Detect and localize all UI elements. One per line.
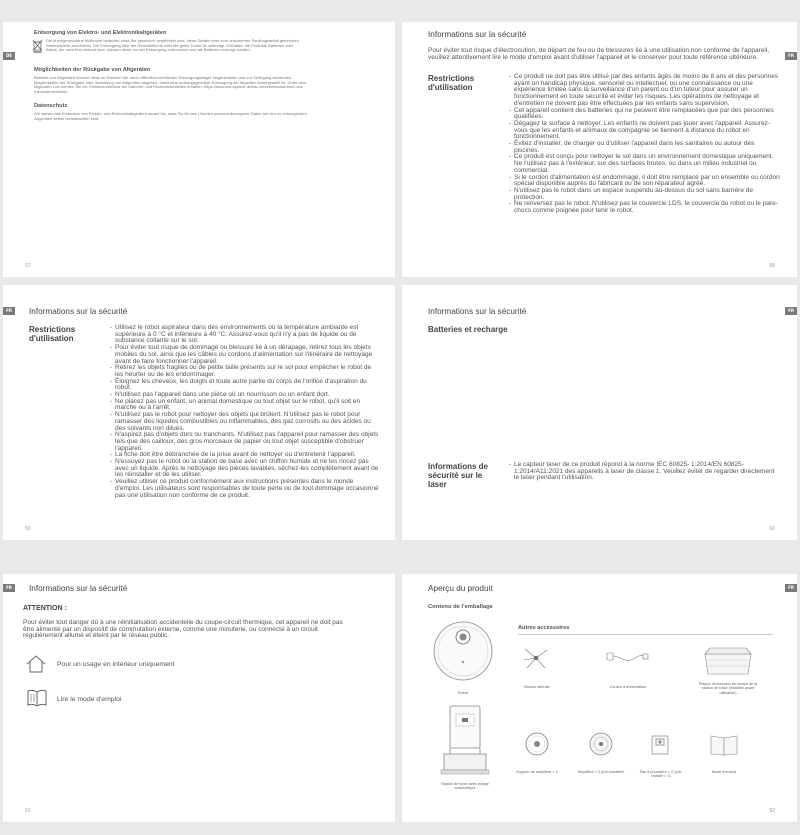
laser-text: - Le capteur laser de ce produit répond à la norme IEC 60825- 1:2014/EN 60825-1:2014/A11:2021 des appareils à laser de classe 1. Veuillez éviter de regarder directement le laser pendant l'utilisation. xyxy=(509,462,780,482)
page-number: 61 xyxy=(25,808,31,814)
text-line: Möglichkeiten der Rückgabe oder Sammlung von Altgeräten abgeben, damit eine ordnungsgemäße Entsorgung der Altgeräte sichergestellt ist. Unter dem xyxy=(34,79,307,85)
attention-text: Pour éviter tout danger dû à une réinitialisation accidentelle du coupe-circuit thermique, cet appareil ne doit pas être alimenté par un dispositif de commutation externe, comme une minuterie, ou connecté à un circuit régulièrement allumé et éteint par le réseau public. xyxy=(23,619,343,640)
page-title: Informations sur la sécurité xyxy=(428,30,527,39)
accessories-divider xyxy=(518,634,773,635)
bullet-item: - Veuillez utiliser ce produit conformément aux instructions présentes dans le monde d'emploi. Les utilisateurs sont responsables de toute perte ou de tout dommage occasionné pas une utilisation non conforme de ce produit. xyxy=(110,479,381,499)
bullet-item: - Utilisez le robot aspirateur dans des environnements où la température ambiante est supérieure à 0 °C et inférieure à 40 °C. Assurez-vous qu'il n'y a pas de liquide ou de substance collante sur le sol. xyxy=(110,325,381,345)
bullet-item: - Pour éviter tout risque de dommage ou blessure lié à un dérapage, retirez tous les objets mobiles du sol, ainsi que les câbles ou cordons d'alimentation sur l'itinéraire de nettoyage avant de faire fonctionner l'appareil. xyxy=(110,345,381,365)
accessories-heading: Autres accessoires xyxy=(518,625,570,631)
power-cord-caption: Cordon d'alimentation xyxy=(609,685,647,689)
manual-book-icon xyxy=(26,688,48,712)
bullet-item: - Retirez les objets fragiles ou de petite taille présents sur le sol pour empêcher le robot de les heurter ou de les endommager. xyxy=(110,365,381,378)
bullet-item: - Ne placez pas un enfant, un animal domestique ou tout objet sur le robot, qu'il soit en marche ou à l'arrêt. xyxy=(110,399,381,412)
section-label: Restrictions d'utilisation xyxy=(29,325,76,343)
section-label-batteries: Batteries et recharge xyxy=(428,325,508,334)
bullet-item: - N'utilisez pas l'appareil dans une pièce où un nourrisson ou un enfant dort. xyxy=(110,392,381,399)
page-58 xyxy=(402,22,797,277)
text-line: Altgeräten selbst verantwortlich sind. xyxy=(34,115,100,121)
side-brush-caption: Brosse latérale xyxy=(524,685,550,689)
page-60 xyxy=(402,285,797,540)
bullet-item: - Ce produit est conçu pour nettoyer le sol dans un environnement domestique uniquement. Ne l'utilisez pas à l'extérieur, sur des surfaces brutes, ou dans un milieu industriel ou commercial. xyxy=(509,154,780,174)
bullet-item: - Si le cordon d'alimentation est endommagé, il doit être remplacé par un ensemble ou cordon spécial disponible auprès du fabricant ou de son réparateur agréé. xyxy=(509,175,780,188)
ramp-plate-icon xyxy=(702,646,754,683)
page-number: 59 xyxy=(25,526,31,532)
page-57 xyxy=(3,22,395,277)
privacy-text xyxy=(34,112,384,121)
mop-holder-caption: Support de serpillère × 2 xyxy=(516,770,558,774)
bullet-item: - N'utilisez pas le robot dans un espace suspendu au-dessus du sol sans barrière de protection. xyxy=(509,188,780,201)
text-line: Besitzer von Altgeräten können diese im Rahmen der durch öffentlich-rechtlichen Entsorgungsträger eingerichteten und zur Verfügung stehenden xyxy=(34,75,292,80)
power-cord-icon xyxy=(605,650,649,669)
bullet-item: - Cet appareil contient des batteries qui ne peuvent être remplacées que par des personnes qualifiées. xyxy=(509,108,780,121)
restrictions-list xyxy=(110,325,381,499)
bullet-item: - Ce produit ne doit pas être utilisé par des enfants âgés de moins de 8 ans et des personnes ayant un handicap physique, sensoriel ou intellectuel, ou une connaissance ou une expérience limitée sans la surveillance d'un parent ou d'un tuteur pour assurer un fonctionnement en toute sécurité et éviter les risques. Les opérations de nettoyage et d'entretien ne doivent pas être effectuées par les enfants sans supervision. xyxy=(509,74,780,108)
house-icon xyxy=(25,654,47,679)
crossed-bin-icon xyxy=(32,39,46,58)
restrictions-list xyxy=(509,74,780,215)
language-tab: DE xyxy=(3,52,15,60)
page-59 xyxy=(3,285,395,540)
bullet-item: - N'essuyez pas le robot ou la station de base avec un chiffon humide et ne les rincez pas avec un liquide. Après le nettoyage des pièces lavables, séchez-les complètement avant de les réinstaller et de les utiliser. xyxy=(110,459,381,479)
bullet-item: - Éloignez les cheveux, les doigts et toute autre partie du corps de l'orifice d'aspiration du robot. xyxy=(110,379,381,392)
language-tab: FR xyxy=(3,584,15,592)
dust-bag-caption: Sac à poussière × 2 (pré-installé × 1) xyxy=(639,770,683,779)
bullet-item: - Ne renversez pas le robot. N'utilisez pas le couvercle LDS, le couvercle du robot ou le pare-chocs comme poignée pour tenir le robot. xyxy=(509,201,780,214)
page-number: 57 xyxy=(25,263,31,269)
page-title: Informations sur la sécurité xyxy=(29,307,128,316)
text-line: folgenden Link können Sie ein Onlineverzeichnis der Sammel- und Rücknahmestellen erhalten: https://www.ear-system.de/ear-verzeichnis/sammel-und- xyxy=(34,84,304,90)
disposal-text xyxy=(46,39,299,58)
return-text xyxy=(34,76,384,94)
user-manual-icon xyxy=(709,734,739,761)
side-brush-icon xyxy=(523,646,549,675)
base-station-illustration xyxy=(440,704,490,781)
text-line: Die durchgestrichene Mülltonne bedeutet, dass Sie gesetzlich verpflichtet sind, diese Geräte einer vom unsortierten Siedlungsabfall getrennten xyxy=(46,38,299,43)
ramp-plate-caption: Plaque d'extension de rampe de la station de base (installée avant utilisation) xyxy=(698,682,758,695)
page-title: Informations sur la sécurité xyxy=(29,584,128,593)
heading-return: Möglichkeiten der Rückgabe von Altgeräten xyxy=(34,67,151,73)
page-title: Informations sur la sécurité xyxy=(428,307,527,316)
indoor-use-label: Pour un usage en intérieur uniquement xyxy=(57,661,175,668)
language-tab: FR xyxy=(785,52,797,60)
user-manual-caption: Mode d'emploi xyxy=(711,770,737,774)
language-tab: FR xyxy=(3,307,15,315)
robot-illustration xyxy=(432,620,494,687)
read-manual-label: Lire le mode d'emploi xyxy=(57,696,122,703)
page-number: 62 xyxy=(769,808,775,814)
mop-holder-icon xyxy=(524,731,550,762)
page-number: 60 xyxy=(769,526,775,532)
section-label: Restrictions d'utilisation xyxy=(428,74,475,92)
page-61 xyxy=(3,574,395,822)
page-title: Aperçu du produit xyxy=(428,584,493,593)
bullet-item: - N'utilisez pas le robot pour nettoyer des objets qui brûlent. N'utilisez pas le robot pour ramasser des liquides combustibles ou inflammables, des gaz corrosifs ou des acides ou des solvants non dilués. xyxy=(110,412,381,432)
page-62 xyxy=(402,574,797,822)
text-line: Wir weisen alle Endnutzer von Elektro- und Elektronikaltgeräten darauf hin, dass Sie für das Löschen personenbezogener Daten auf den zu entsorgenden xyxy=(34,111,307,117)
attention-heading: ATTENTION : xyxy=(23,605,67,612)
text-line: Sammelstelle zuzuführen. Die Entsorgung über die Restmülltonne oder die gelbe Tonne ist untersagt. Enthalten die Produkte Batterien oder xyxy=(46,42,294,48)
heading-privacy: Datenschutz xyxy=(34,103,68,110)
heading-disposal: Entsorgung von Elektro- und Elektronikaltgeräten xyxy=(34,30,167,36)
section-label-laser: Informations de sécurité sur le laser xyxy=(428,462,489,489)
station-caption: Station de base avec vidage automatique xyxy=(441,782,489,791)
bullet-item: - La fiche doit être débranchée de la prise avant de nettoyer ou d'entretenir l'appareil. xyxy=(110,452,381,459)
language-tab: FR xyxy=(785,307,797,315)
bullet-item: - N'aspirez pas d'objets durs ou tranchants. N'utilisez pas l'appareil pour ramasser des objets tels que des cailloux, des gros morceaux de papier ou tout objet susceptible d'obstruer l'appareil. xyxy=(110,432,381,452)
mop-pad-icon xyxy=(588,731,614,762)
text-line: Akkus, die nicht fest verbaut sind, müssen diese vor der Entsorgung entnommen und als Batterien entsorgt werden. xyxy=(46,47,251,53)
package-contents-heading: Contenu de l'emballage xyxy=(428,604,493,610)
language-tab: FR xyxy=(785,584,797,592)
dust-bag-icon xyxy=(650,734,670,761)
mop-pad-caption: Serpillère × 2 (pré-installée) xyxy=(577,770,625,774)
intro-text: Pour éviter tout risque d'électrocution, de départ de feu ou de blessures lié à une utilisation non conforme de l'appareil, veuillez attentivement lire le mode d'emploi avant d'utiliser l'appareil et le conserver pour toute référence ultérieure. xyxy=(428,47,770,61)
text-line: ruecknahmestellen xyxy=(34,88,68,94)
bullet-item: - Dégagez la surface à nettoyer. Les enfants ne doivent pas jouer avec l'appareil. Assurez-vous que les enfants et animaux de compagnie se tiennent à distance du robot en fonctionnement. xyxy=(509,121,780,141)
batteries-list xyxy=(509,325,780,334)
page-number: 58 xyxy=(769,263,775,269)
robot-caption: Robot xyxy=(457,691,469,695)
bullet-item: - Évitez d'installer, de charger ou d'utiliser l'appareil dans les sanitaires ou autour des piscines. xyxy=(509,141,780,154)
